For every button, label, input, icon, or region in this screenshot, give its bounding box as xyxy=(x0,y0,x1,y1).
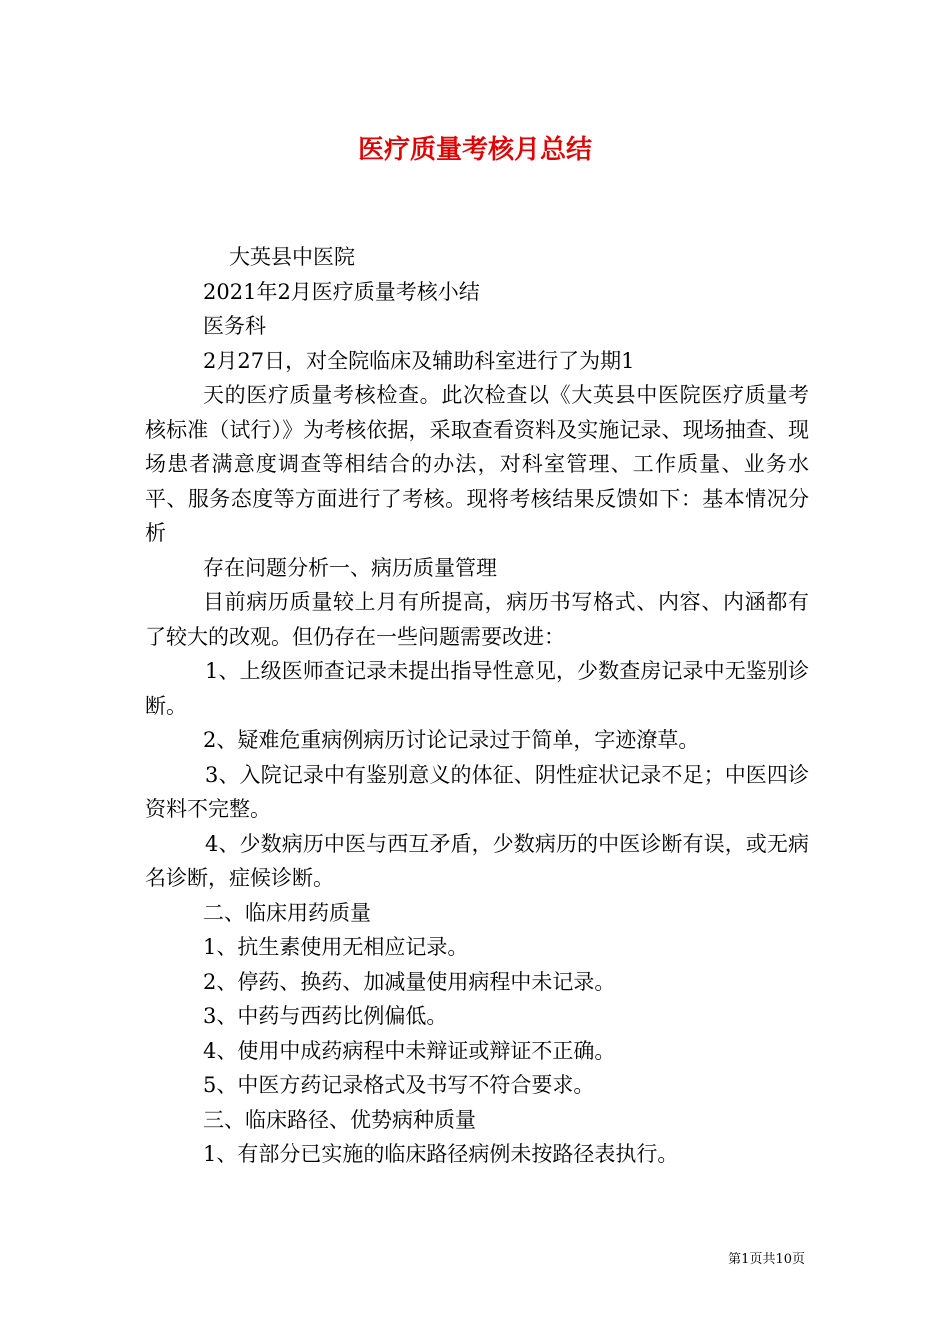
document-title: 医疗质量考核月总结 xyxy=(357,135,592,165)
list-item: 2、停药、换药、加减量使用病程中未记录。 xyxy=(203,969,616,994)
paragraph: 2月27日，对全院临床及辅助科室进行了为期1 xyxy=(203,348,635,373)
section-heading: 存在问题分析一、病历质量管理 xyxy=(203,555,497,580)
section-heading: 二、临床用药质量 xyxy=(203,900,371,925)
list-item: 1、上级医师查记录未提出指导性意见，少数查房记录中无鉴别诊断。 xyxy=(145,659,809,718)
list-item: 2、疑难危重病例病历讨论记录过于简单，字迹潦草。 xyxy=(203,728,700,752)
page-number: 第1页共10页 xyxy=(728,1252,805,1267)
list-item: 3、入院记录中有鉴别意义的体征、阴性症状记录不足；中医四诊资料不完整。 xyxy=(145,762,809,821)
paragraph: 天的医疗质量考核检查。此次检查以《大英县中医院医疗质量考核标准（试行）》为考核依据，采取查看资料及实施记录、现场抽查、现场患者满意度调查等相结合的办法，对科室管理、工作质量、业务水平、服务态度等方面进行了考核。现将考核结果反馈如下：基本情况分析 xyxy=(145,383,809,545)
list-item: 1、抗生素使用无相应记录。 xyxy=(203,935,469,959)
list-item: 3、中药与西药比例偏低。 xyxy=(203,1004,448,1028)
department-name: 医务科 xyxy=(203,314,266,338)
report-subtitle: 2021年2月医疗质量考核小结 xyxy=(203,279,480,304)
hospital-name: 大英县中医院 xyxy=(229,245,355,269)
list-item: 4、使用中成药病程中未辩证或辩证不正确。 xyxy=(203,1038,616,1063)
section-heading: 三、临床路径、优势病种质量 xyxy=(203,1107,476,1132)
paragraph: 目前病历质量较上月有所提高，病历书写格式、内容、内涵都有了较大的改观。但仍存在一些问题需要改进： xyxy=(145,590,809,649)
list-item: 4、少数病历中医与西互矛盾，少数病历的中医诊断有误，或无病名诊断，症候诊断。 xyxy=(145,831,809,890)
list-item: 5、中医方药记录格式及书写不符合要求。 xyxy=(203,1073,595,1097)
list-item: 1、有部分已实施的临床路径病例未按路径表执行。 xyxy=(203,1142,679,1166)
document-body xyxy=(145,240,809,1172)
